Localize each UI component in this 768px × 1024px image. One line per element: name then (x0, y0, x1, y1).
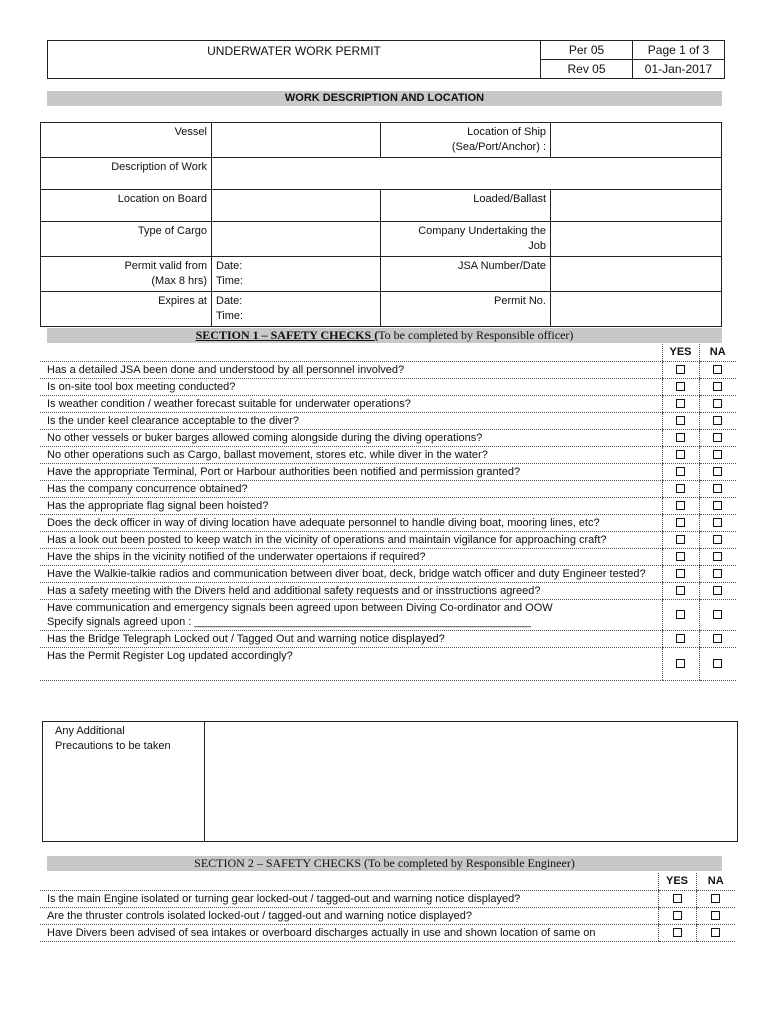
permit-no-field[interactable] (551, 292, 722, 327)
section2-checklist (40, 873, 735, 942)
checklist-row (40, 630, 736, 647)
checklist-question: Are the thruster controls isolated locked-out / tagged-out and warning notice displayed? (40, 907, 658, 924)
checklist-row (40, 647, 736, 680)
checklist-row (40, 924, 735, 941)
location-of-ship-label: Location of Ship (Sea/Port/Anchor) : (381, 123, 551, 158)
checklist-question: Has a safety meeting with the Divers held and additional safety requests and or insstructions agreed? (40, 582, 662, 599)
yes-checkbox[interactable] (676, 518, 685, 527)
additional-precautions-field[interactable] (206, 722, 737, 841)
na-cell (699, 514, 736, 531)
checklist-question: Have communication and emergency signals been agreed upon between Diving Co-ordinator and OOW Specify signals agreed upon : _______________________________________________________ (40, 599, 662, 630)
checklist-question: Is on-site tool box meeting conducted? (40, 378, 662, 395)
na-cell (699, 582, 736, 599)
permit-number: Per 05 (541, 41, 633, 60)
yes-cell (662, 446, 699, 463)
additional-precautions-label: Any Additional Precautions to be taken (43, 722, 205, 841)
checklist-row (40, 582, 736, 599)
checklist-row (40, 446, 736, 463)
yes-cell (662, 565, 699, 582)
na-checkbox[interactable] (713, 659, 722, 668)
checklist-question: Is the main Engine isolated or turning gear locked-out / tagged-out and warning notice displayed? (40, 890, 658, 907)
checklist-question: Have the ships in the vicinity notified of the underwater opertaions if required? (40, 548, 662, 565)
additional-precautions-box (42, 721, 738, 842)
permit-header (47, 40, 725, 79)
na-cell (699, 647, 736, 680)
checklist-question: Has the Bridge Telegraph Locked out / Tagged Out and warning notice displayed? (40, 630, 662, 647)
yes-cell (662, 463, 699, 480)
description-of-work-label: Description of Work (41, 158, 212, 190)
location-of-ship-field[interactable] (551, 123, 722, 158)
checklist-row (40, 565, 736, 582)
yes-cell (662, 361, 699, 378)
company-undertaking-field[interactable] (551, 222, 722, 257)
checklist-row (40, 463, 736, 480)
na-checkbox[interactable] (713, 569, 722, 578)
yes-cell (662, 582, 699, 599)
na-checkbox[interactable] (713, 552, 722, 561)
na-checkbox[interactable] (713, 433, 722, 442)
checklist-row (40, 497, 736, 514)
specify-signals-line: Specify signals agreed upon : _______________________________________________________ (47, 615, 531, 628)
yes-cell (662, 514, 699, 531)
na-checkbox[interactable] (713, 416, 722, 425)
location-on-board-field[interactable] (212, 190, 381, 222)
checklist-row (40, 378, 736, 395)
checklist-question: Have the Walkie-talkie radios and communication between diver boat, deck, bridge watch officer and duty Engineer tested? (40, 565, 662, 582)
yes-cell (658, 907, 696, 924)
yes-cell (662, 531, 699, 548)
yes-cell (662, 548, 699, 565)
yes-column-header: YES (662, 344, 699, 361)
checklist-row (40, 599, 736, 630)
na-checkbox[interactable] (713, 484, 722, 493)
yes-cell (662, 497, 699, 514)
checklist-question: Has a look out been posted to keep watch in the vicinity of operations and maintain vigilance for approaching craft? (40, 531, 662, 548)
loaded-ballast-field[interactable] (551, 190, 722, 222)
section1-heading: SECTION 1 – SAFETY CHECKS (To be completed by Responsible officer) (47, 328, 722, 343)
yes-checkbox[interactable] (676, 535, 685, 544)
na-checkbox[interactable] (711, 928, 720, 937)
na-column-header: NA (696, 873, 735, 890)
section2-heading: SECTION 2 – SAFETY CHECKS (To be completed by Responsible Engineer) (47, 856, 722, 871)
na-cell (699, 412, 736, 429)
revision: Rev 05 (541, 60, 633, 79)
type-of-cargo-field[interactable] (212, 222, 381, 257)
yes-cell (662, 378, 699, 395)
checklist-question: Has a detailed JSA been done and understood by all personnel involved? (40, 361, 662, 378)
type-of-cargo-label: Type of Cargo (41, 222, 212, 257)
na-checkbox[interactable] (713, 535, 722, 544)
jsa-number-field[interactable] (551, 257, 722, 292)
na-checkbox[interactable] (713, 399, 722, 408)
description-of-work-field[interactable] (212, 158, 722, 190)
checklist-question: Does the deck officer in way of diving location have adequate personnel to handle diving boat, mooring lines, etc? (40, 514, 662, 531)
na-checkbox[interactable] (713, 450, 722, 459)
page-indicator: Page 1 of 3 (633, 41, 725, 60)
checklist-row (40, 890, 735, 907)
na-cell (699, 565, 736, 582)
na-cell (699, 599, 736, 630)
yes-checkbox[interactable] (673, 928, 682, 937)
checklist-question: Is weather condition / weather forecast suitable for underwater operations? (40, 395, 662, 412)
checklist-row (40, 548, 736, 565)
na-checkbox[interactable] (711, 894, 720, 903)
yes-checkbox[interactable] (676, 399, 685, 408)
checklist-row (40, 480, 736, 497)
revision-date: 01-Jan-2017 (633, 60, 725, 79)
yes-checkbox[interactable] (676, 416, 685, 425)
yes-checkbox[interactable] (676, 569, 685, 578)
na-checkbox[interactable] (711, 911, 720, 920)
yes-column-header: YES (658, 873, 696, 890)
na-cell (699, 497, 736, 514)
na-checkbox[interactable] (713, 467, 722, 476)
checklist-question: Is the under keel clearance acceptable to the diver? (40, 412, 662, 429)
checklist-row (40, 412, 736, 429)
yes-checkbox[interactable] (676, 467, 685, 476)
permit-valid-from-field[interactable]: Date: Time: (212, 257, 381, 292)
na-cell (699, 429, 736, 446)
na-cell (699, 395, 736, 412)
checklist-question: Has the company concurrence obtained? (40, 480, 662, 497)
yes-checkbox[interactable] (676, 484, 685, 493)
expires-at-label: Expires at (41, 292, 212, 327)
na-checkbox[interactable] (713, 518, 722, 527)
na-column-header: NA (699, 344, 736, 361)
vessel-label: Vessel (41, 123, 212, 158)
na-cell (699, 630, 736, 647)
yes-cell (662, 480, 699, 497)
na-checkbox[interactable] (713, 382, 722, 391)
na-checkbox[interactable] (713, 501, 722, 510)
yes-checkbox[interactable] (676, 610, 685, 619)
loaded-ballast-label: Loaded/Ballast (381, 190, 551, 222)
checklist-row (40, 514, 736, 531)
na-checkbox[interactable] (713, 610, 722, 619)
jsa-number-label: JSA Number/Date (381, 257, 551, 292)
na-checkbox[interactable] (713, 365, 722, 374)
expires-at-field[interactable]: Date: Time: (212, 292, 381, 327)
na-cell (696, 907, 735, 924)
work-description-heading: WORK DESCRIPTION AND LOCATION (47, 91, 722, 106)
na-cell (696, 890, 735, 907)
yes-cell (662, 630, 699, 647)
na-cell (699, 378, 736, 395)
yes-cell (662, 412, 699, 429)
yes-checkbox[interactable] (676, 433, 685, 442)
checklist-row (40, 907, 735, 924)
checklist-question: Has the Permit Register Log updated accordingly? (40, 647, 662, 680)
yes-checkbox[interactable] (676, 634, 685, 643)
checklist-question: Have Divers been advised of sea intakes or overboard discharges actually in use and shown location of same on (40, 924, 658, 941)
yes-cell (662, 395, 699, 412)
company-undertaking-label: Company Undertaking the Job (381, 222, 551, 257)
na-cell (699, 361, 736, 378)
yes-checkbox[interactable] (676, 586, 685, 595)
na-cell (696, 924, 735, 941)
yes-cell (662, 647, 699, 680)
checklist-row (40, 395, 736, 412)
checklist-question: Has the appropriate flag signal been hoisted? (40, 497, 662, 514)
document-title: UNDERWATER WORK PERMIT (48, 41, 541, 79)
checklist-question: No other operations such as Cargo, ballast movement, stores etc. while diver in the water? (40, 446, 662, 463)
location-on-board-label: Location on Board (41, 190, 212, 222)
na-cell (699, 463, 736, 480)
yes-checkbox[interactable] (676, 552, 685, 561)
checklist-row (40, 429, 736, 446)
permit-no-label: Permit No. (381, 292, 551, 327)
yes-checkbox[interactable] (673, 911, 682, 920)
vessel-field[interactable] (212, 123, 381, 158)
checklist-row (40, 361, 736, 378)
na-checkbox[interactable] (713, 634, 722, 643)
yes-cell (662, 599, 699, 630)
yes-checkbox[interactable] (676, 501, 685, 510)
yes-cell (658, 924, 696, 941)
permit-valid-from-label: Permit valid from (Max 8 hrs) (41, 257, 212, 292)
na-cell (699, 446, 736, 463)
yes-checkbox[interactable] (676, 365, 685, 374)
yes-checkbox[interactable] (676, 382, 685, 391)
na-cell (699, 531, 736, 548)
na-cell (699, 548, 736, 565)
section1-checklist (40, 344, 736, 681)
checklist-question: No other vessels or buker barges allowed coming alongside during the diving operations? (40, 429, 662, 446)
yes-cell (658, 890, 696, 907)
yes-checkbox[interactable] (673, 894, 682, 903)
checklist-question: Have the appropriate Terminal, Port or Harbour authorities been notified and permission granted? (40, 463, 662, 480)
work-description-table (40, 122, 722, 327)
yes-cell (662, 429, 699, 446)
yes-checkbox[interactable] (676, 659, 685, 668)
na-cell (699, 480, 736, 497)
checklist-row (40, 531, 736, 548)
na-checkbox[interactable] (713, 586, 722, 595)
yes-checkbox[interactable] (676, 450, 685, 459)
